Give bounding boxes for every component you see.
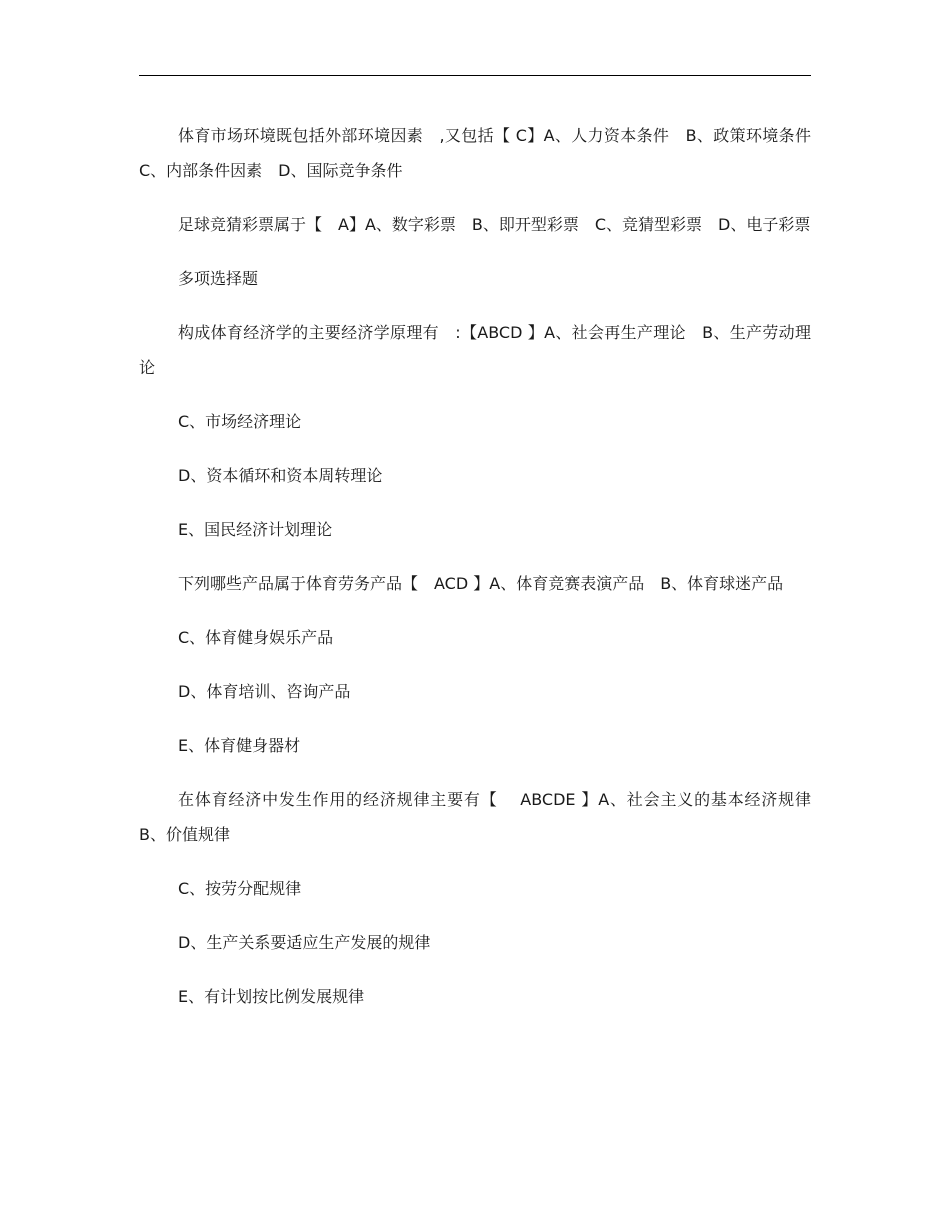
document-body xyxy=(139,118,828,1033)
question-paragraph: 体育市场环境既包括外部环境因素 ,又包括【 C】A、人力资本条件 B、政策环境条件 C、内部条件因素 D、国际竞争条件 xyxy=(139,126,828,180)
header-rule xyxy=(139,75,811,76)
section-heading: 多项选择题 xyxy=(178,269,259,288)
question-paragraph: 足球竞猜彩票属于【 A】A、数字彩票 B、即开型彩票 C、竞猜型彩票 D、电子彩票 xyxy=(178,215,811,234)
option-line: C、体育健身娱乐产品 xyxy=(178,628,334,647)
option-line: C、市场经济理论 xyxy=(178,412,302,431)
question-paragraph: 在体育经济中发生作用的经济规律主要有【 ABCDE 】A、社会主义的基本经济规律 B、价值规律 xyxy=(139,790,828,844)
option-line: D、生产关系要适应生产发展的规律 xyxy=(178,933,431,952)
question-paragraph: 构成体育经济学的主要经济学原理有 :【ABCD 】A、社会再生产理论 B、生产劳动理论 xyxy=(139,323,811,377)
option-line: E、有计划按比例发展规律 xyxy=(178,987,365,1006)
question-paragraph: 下列哪些产品属于体育劳务产品【 ACD 】A、体育竞赛表演产品 B、体育球迷产品 xyxy=(178,574,784,593)
option-line: E、体育健身器材 xyxy=(178,736,301,755)
option-line: C、按劳分配规律 xyxy=(178,879,302,898)
option-line: D、体育培训、咨询产品 xyxy=(178,682,351,701)
option-line: E、国民经济计划理论 xyxy=(178,520,333,539)
option-line: D、资本循环和资本周转理论 xyxy=(178,466,383,485)
